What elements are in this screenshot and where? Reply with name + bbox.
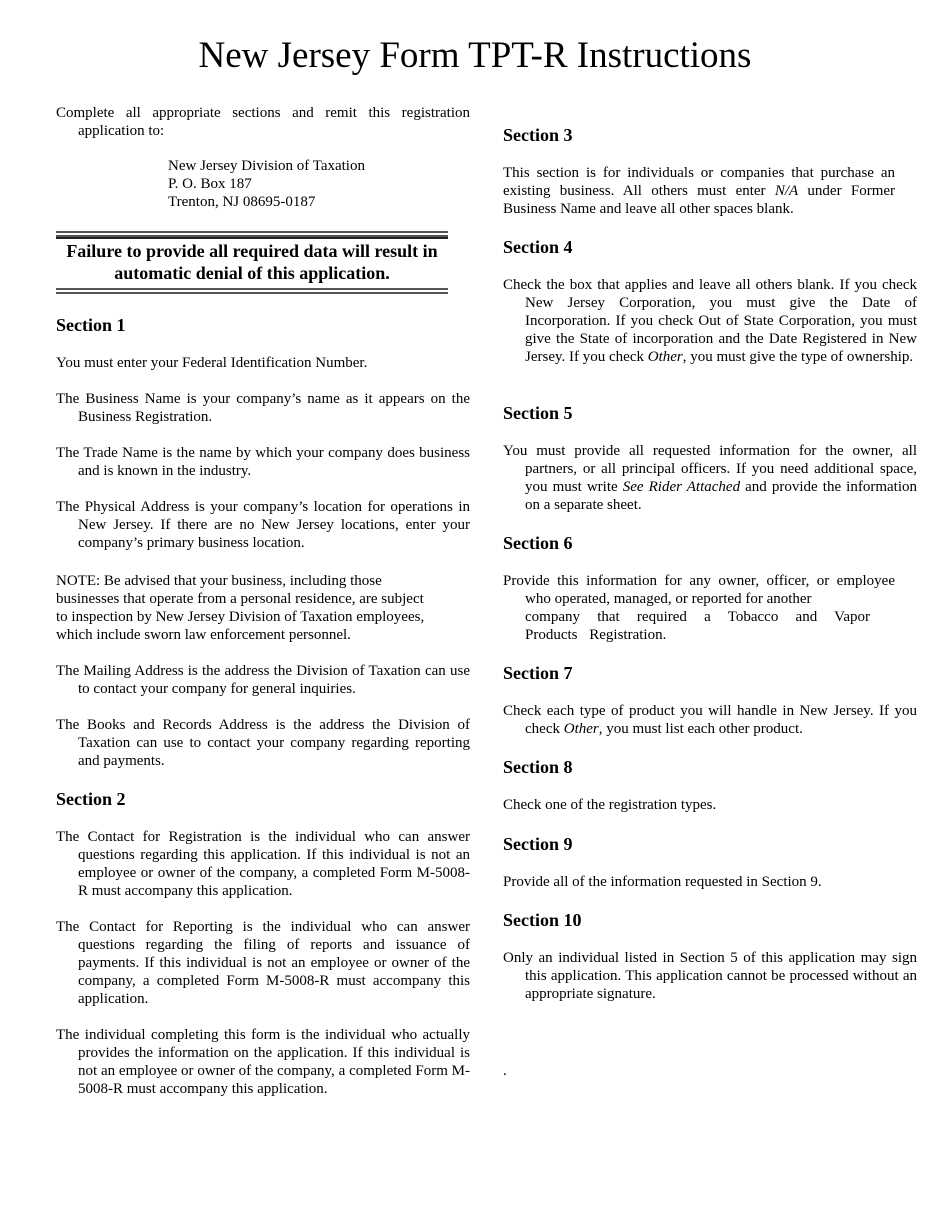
section-1-heading: Section 1 bbox=[56, 315, 126, 335]
section-1-paragraph: The Business Name is your company’s name as it appears on the Business Registration. bbox=[56, 391, 470, 425]
section-2-paragraph: The individual completing this form is the individual who actually provides the information on the application. If this individual is not an employee or owner of the company, a completed Form M-5008-R must accompany this application. bbox=[56, 1027, 470, 1097]
section-1-paragraph: You must enter your Federal Identification Number. bbox=[56, 355, 368, 371]
section-2-paragraph: The Contact for Registration is the individual who can answer questions regarding this application. If this individual is not an employee or owner of the company, a completed Form M-5008-R must accompany this application. bbox=[56, 829, 470, 899]
trailing-dot: . bbox=[503, 1063, 507, 1079]
section-6-line: company that required a Tobacco and Vapor bbox=[525, 609, 870, 625]
section-1-paragraph: The Books and Records Address is the address the Division of Taxation can use to contact your company regarding reporting and payments. bbox=[56, 717, 470, 769]
note-line: to inspection by New Jersey Division of Taxation employees, bbox=[56, 609, 425, 625]
page-title: New Jersey Form TPT-R Instructions bbox=[198, 35, 752, 76]
section-6-heading: Section 6 bbox=[503, 533, 573, 553]
address-line: Trenton, NJ 08695-0187 bbox=[168, 194, 316, 210]
section-2-paragraph: The Contact for Reporting is the individual who can answer questions regarding the filing of reports and issuance of payments. If this individual is not an employee or owner of the company, a completed Form M-5008-R must accompany this application. bbox=[56, 919, 470, 1007]
section-7-paragraph: Check each type of product you will handle in New Jersey. If you check Other, you must list each other product. bbox=[503, 703, 917, 737]
section-7-heading: Section 7 bbox=[503, 663, 573, 683]
section-10-heading: Section 10 bbox=[503, 910, 582, 930]
section-1-paragraph: The Mailing Address is the address the Division of Taxation can use to contact your company for general inquiries. bbox=[56, 663, 470, 697]
section-1-paragraph: The Trade Name is the name by which your company does business and is known in the industry. bbox=[56, 445, 470, 479]
section-8-paragraph: Check one of the registration types. bbox=[503, 797, 717, 813]
warning-text: Failure to provide all required data will result in automatic denial of this application. bbox=[66, 241, 438, 283]
note-paragraph bbox=[56, 572, 448, 644]
note-line: NOTE: Be advised that your business, including those bbox=[56, 573, 382, 589]
section-8-heading: Section 8 bbox=[503, 757, 573, 777]
section-9-paragraph: Provide all of the information requested in Section 9. bbox=[503, 874, 822, 890]
section-3-heading: Section 3 bbox=[503, 125, 573, 145]
note-line: businesses that operate from a personal residence, are subject bbox=[56, 591, 424, 607]
section-9-heading: Section 9 bbox=[503, 834, 573, 854]
address-line: P. O. Box 187 bbox=[168, 176, 252, 192]
section-6-line: who operated, managed, or reported for another bbox=[525, 591, 812, 607]
section-6-paragraph bbox=[503, 572, 895, 644]
section-6-line: Products Registration. bbox=[525, 627, 667, 643]
section-10-paragraph: Only an individual listed in Section 5 of this application may sign this application. This application cannot be processed without an appropriate signature. bbox=[503, 950, 917, 1002]
address-line: New Jersey Division of Taxation bbox=[168, 158, 365, 174]
section-4-paragraph: Check the box that applies and leave all others blank. If you check New Jersey Corporation, you must give the Date of Incorporation. If you check Out of State Corporation, you must give the State of incorporation and the Date Registered in New Jersey. If you check Other, you must give the type of ownership. bbox=[503, 277, 917, 365]
section-5-paragraph: You must provide all requested information for the owner, all partners, or all principal officers. If you need additional space, you must write See Rider Attached and provide the information on a separate sheet. bbox=[503, 443, 918, 513]
section-1-paragraph: The Physical Address is your company’s location for operations in New Jersey. If there are no New Jersey locations, enter your company’s primary business location. bbox=[56, 499, 470, 551]
intro-text: Complete all appropriate sections and remit this registration application to: bbox=[56, 105, 470, 139]
mailing-address-block bbox=[168, 157, 365, 211]
section-3-paragraph: This section is for individuals or companies that purchase an existing business. All others must enter N/A under Former Business Name and leave all other spaces blank. bbox=[503, 165, 896, 217]
note-line: which include sworn law enforcement personnel. bbox=[56, 627, 351, 643]
section-4-heading: Section 4 bbox=[503, 237, 573, 257]
section-6-line: Provide this information for any owner, officer, or employee bbox=[503, 573, 895, 589]
section-5-heading: Section 5 bbox=[503, 403, 573, 423]
section-2-heading: Section 2 bbox=[56, 789, 126, 809]
